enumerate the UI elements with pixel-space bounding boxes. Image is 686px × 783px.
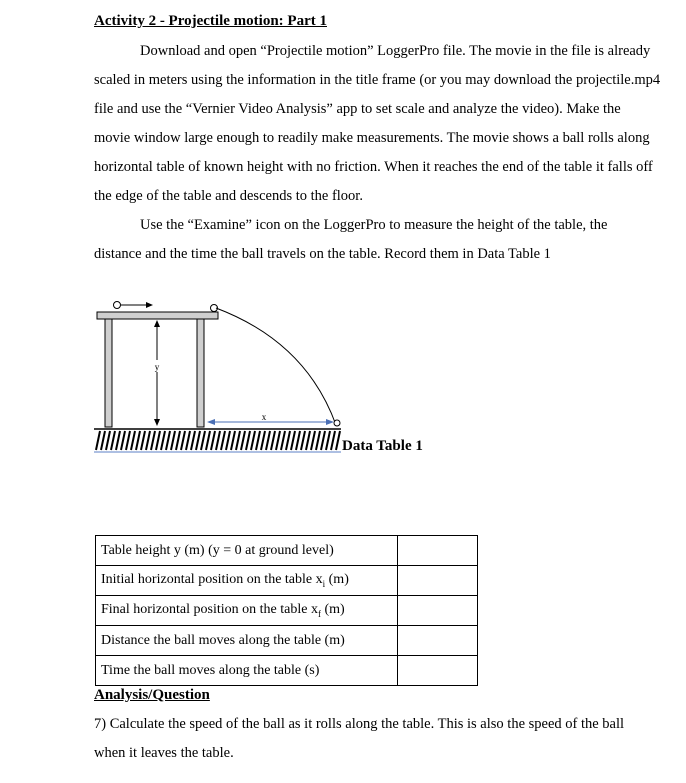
hatch-mark bbox=[251, 431, 255, 450]
paragraph2-line2: distance and the time the ball travels on the table. Record them in Data Table 1 bbox=[94, 246, 551, 262]
table-leg-left bbox=[105, 319, 112, 427]
hatch-mark bbox=[281, 431, 285, 450]
table-leg-right bbox=[197, 319, 204, 427]
hatch-mark bbox=[126, 431, 130, 450]
row-label-final-position: Final horizontal position on the table $x_f$ (m) bbox=[96, 596, 398, 626]
row-value-final-position[interactable] bbox=[398, 596, 478, 626]
row-value-distance[interactable] bbox=[398, 626, 478, 656]
paragraph1-line3: file and use the “Vernier Video Analysis” app to set scale and analyze the video). Make the bbox=[94, 101, 621, 117]
hatch-mark bbox=[156, 431, 160, 450]
hatch-mark bbox=[316, 431, 320, 450]
hatch-mark bbox=[271, 431, 275, 450]
hatch-mark bbox=[121, 431, 125, 450]
hatch-mark bbox=[151, 431, 155, 450]
x-arrowhead-left-icon bbox=[207, 419, 215, 425]
paragraph1-line2: scaled in meters using the information in the title frame (or you may download the projectile.mp4 bbox=[94, 72, 661, 88]
paragraph2-line1: Use the “Examine” icon on the LoggerPro to measure the height of the table, the bbox=[140, 217, 608, 233]
table-row bbox=[96, 566, 478, 596]
trajectory-curve bbox=[216, 308, 336, 425]
hatch-mark bbox=[116, 431, 120, 450]
hatch-mark bbox=[146, 431, 150, 450]
hatch-mark bbox=[326, 431, 330, 450]
hatch-mark bbox=[211, 431, 215, 450]
hatch-mark bbox=[256, 431, 260, 450]
hatch-mark bbox=[241, 431, 245, 450]
height-arrowhead-top-icon bbox=[154, 320, 160, 327]
ball-start-icon bbox=[114, 302, 121, 309]
ball-landing-icon bbox=[334, 420, 340, 426]
hatch-mark bbox=[191, 431, 195, 450]
paragraph1-line1: Download and open “Projectile motion” LoggerPro file. The movie in the file is already bbox=[140, 43, 651, 59]
hatch-mark bbox=[176, 431, 180, 450]
hatch-mark bbox=[166, 431, 170, 450]
hatch-mark bbox=[246, 431, 250, 450]
hatch-mark bbox=[136, 431, 140, 450]
hatch-mark bbox=[161, 431, 165, 450]
table-row bbox=[96, 626, 478, 656]
hatch-mark bbox=[201, 431, 205, 450]
hatch-mark bbox=[96, 431, 100, 450]
row-value-time[interactable] bbox=[398, 656, 478, 686]
hatch-mark bbox=[171, 431, 175, 450]
question7-line1: 7) Calculate the speed of the ball as it rolls along the table. This is also the speed of the ball bbox=[94, 716, 625, 732]
velocity-arrowhead-icon bbox=[146, 302, 153, 308]
row-label-distance: Distance the ball moves along the table (m) bbox=[96, 626, 398, 656]
hatch-mark bbox=[216, 431, 220, 450]
hatch-mark bbox=[221, 431, 225, 450]
paragraph1-line5: horizontal table of known height with no friction. When it reaches the end of the table it falls off bbox=[94, 159, 653, 175]
hatch-mark bbox=[286, 431, 290, 450]
hatch-mark bbox=[261, 431, 265, 450]
hatch-mark bbox=[111, 431, 115, 450]
ground-hatching bbox=[96, 431, 340, 450]
hatch-mark bbox=[181, 431, 185, 450]
hatch-mark bbox=[186, 431, 190, 450]
hatch-mark bbox=[226, 431, 230, 450]
hatch-mark bbox=[306, 431, 310, 450]
x-label: x bbox=[261, 412, 267, 422]
hatch-mark bbox=[236, 431, 240, 450]
activity-heading: Activity 2 - Projectile motion: Part 1 bbox=[94, 13, 327, 29]
row-value-initial-position[interactable] bbox=[398, 566, 478, 596]
row-label-initial-position: Initial horizontal position on the table $x_i$ (m) bbox=[96, 566, 398, 596]
hatch-mark bbox=[141, 431, 145, 450]
hatch-mark bbox=[311, 431, 315, 450]
row-value-table-height[interactable] bbox=[398, 536, 478, 566]
paragraph1-line6: the edge of the table and descends to the floor. bbox=[94, 188, 363, 204]
hatch-mark bbox=[301, 431, 305, 450]
row-label-table-height: Table height y (m) (y = 0 at ground level) bbox=[96, 536, 398, 566]
table-row bbox=[96, 596, 478, 626]
hatch-mark bbox=[196, 431, 200, 450]
table-top bbox=[97, 312, 218, 319]
hatch-mark bbox=[296, 431, 300, 450]
hatch-mark bbox=[291, 431, 295, 450]
table-row bbox=[96, 656, 478, 686]
hatch-mark bbox=[266, 431, 270, 450]
data-table-title: Data Table 1 bbox=[342, 438, 423, 454]
hatch-mark bbox=[336, 431, 340, 450]
hatch-mark bbox=[206, 431, 210, 450]
hatch-mark bbox=[231, 431, 235, 450]
hatch-mark bbox=[276, 431, 280, 450]
table-row bbox=[96, 536, 478, 566]
projectile-diagram bbox=[86, 292, 356, 462]
x-arrowhead-right-icon bbox=[326, 419, 334, 425]
height-arrowhead-bottom-icon bbox=[154, 419, 160, 426]
row-label-time: Time the ball moves along the table (s) bbox=[96, 656, 398, 686]
hatch-mark bbox=[331, 431, 335, 450]
hatch-mark bbox=[131, 431, 135, 450]
hatch-mark bbox=[101, 431, 105, 450]
analysis-heading: Analysis/Question bbox=[94, 687, 210, 703]
hatch-mark bbox=[321, 431, 325, 450]
y-label: y bbox=[154, 362, 160, 372]
paragraph1-line4: movie window large enough to readily make measurements. The movie shows a ball rolls along bbox=[94, 130, 650, 146]
hatch-mark bbox=[106, 431, 110, 450]
data-table-1 bbox=[95, 535, 478, 686]
question7-line2: when it leaves the table. bbox=[94, 745, 234, 761]
